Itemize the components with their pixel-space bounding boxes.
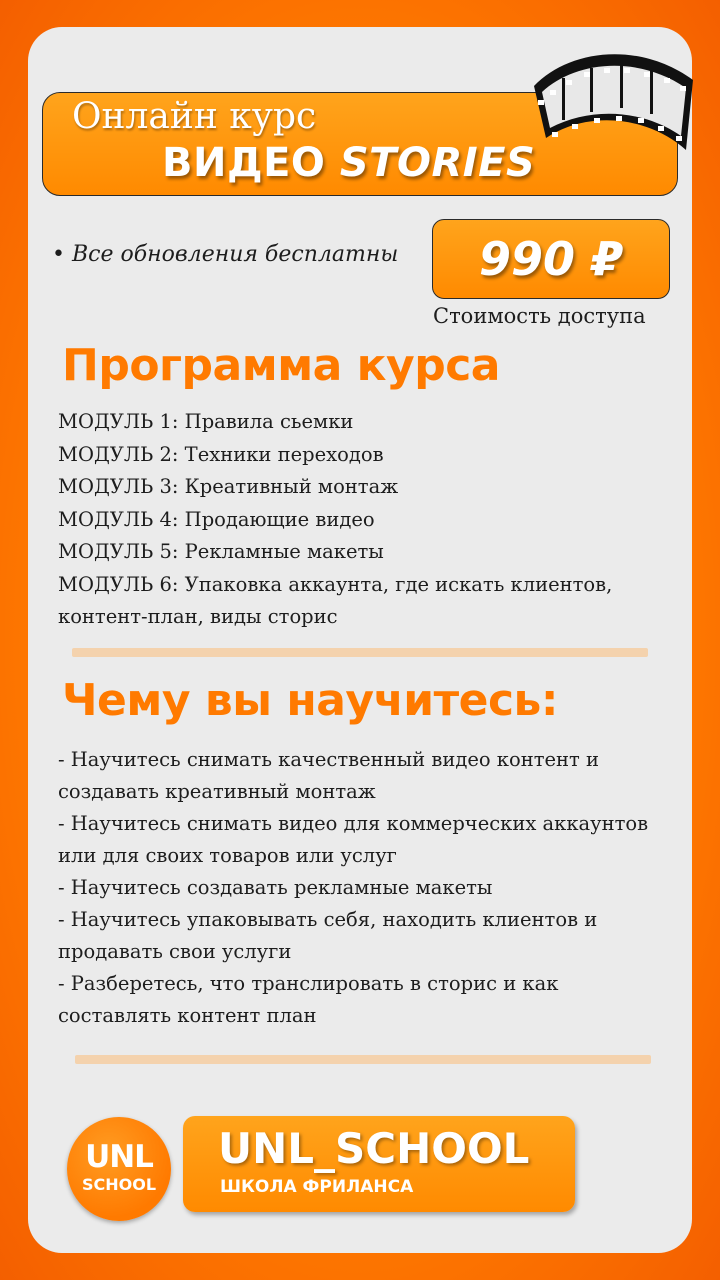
learn-heading: Чему вы научитесь: [62,675,558,726]
brand-subtitle: ШКОЛА ФРИЛАНСА [220,1177,414,1197]
list-item: контент-план, виды сторис [58,605,338,628]
title-video-stories [162,140,535,186]
list-item: МОДУЛЬ 1: Правила сьемки [58,410,354,433]
updates-note: • Все обновления бесплатны [52,242,399,267]
price-value: 990 ₽ [478,232,624,286]
program-heading: Программа курса [62,340,500,391]
list-item: - Научитесь снимать видео для коммерческих аккаунтов [58,812,649,835]
price-badge [432,219,670,299]
school-logo[interactable] [67,1117,171,1221]
divider [72,648,648,657]
learn-list [58,744,648,1032]
content-card [28,27,692,1253]
film-reel-icon [528,40,698,160]
logo-text-unl: UNL [85,1139,153,1175]
title-stories: STORIES [339,140,536,186]
list-item: или для своих товаров или услуг [58,844,397,867]
list-item: МОДУЛЬ 3: Креативный монтаж [58,475,399,498]
divider [75,1055,651,1064]
list-item: создавать креативный монтаж [58,780,376,803]
list-item: - Разберетесь, что транслировать в сторис и как [58,972,559,995]
list-item: МОДУЛЬ 6: Упаковка аккаунта, где искать клиентов, [58,572,613,596]
list-item: продавать свои услуги [58,940,292,963]
title-online-course: Онлайн курс [72,96,317,137]
brand-name: UNL_SCHOOL [218,1124,530,1173]
list-item: - Научитесь снимать качественный видео контент и [58,748,600,771]
list-item: - Научитесь создавать рекламные макеты [58,876,493,899]
list-item: составлять контент план [58,1004,317,1027]
module-list [58,406,612,634]
logo-text-school: SCHOOL [81,1175,157,1194]
title-video: ВИДЕО [162,140,326,186]
list-item: МОДУЛЬ 4: Продающие видео [58,507,375,531]
list-item: МОДУЛЬ 5: Рекламные макеты [58,540,384,563]
list-item: МОДУЛЬ 2: Техники переходов [58,442,384,466]
list-item: - Научитесь упаковывать себя, находить клиентов и [58,908,598,931]
price-caption: Стоимость доступа [433,304,646,328]
